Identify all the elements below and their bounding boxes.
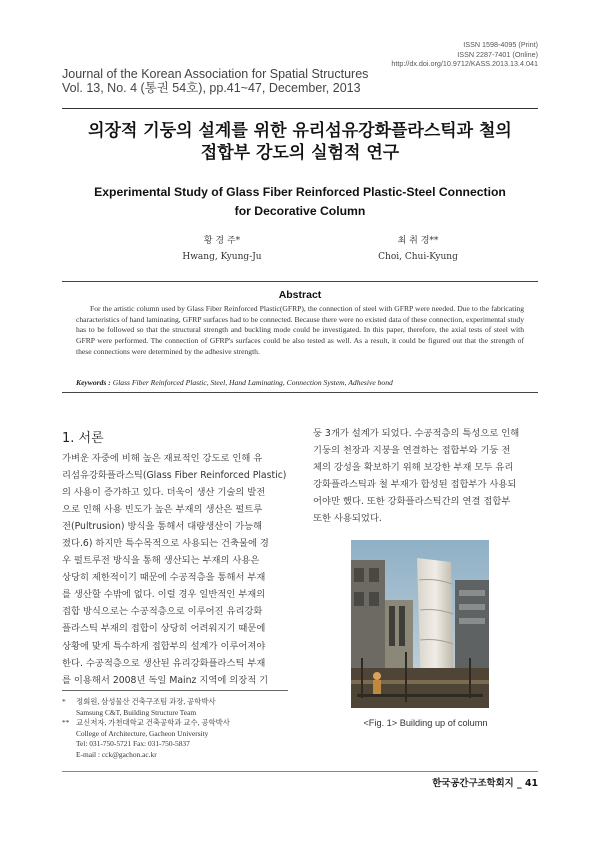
- korean-title: [62, 120, 538, 164]
- figure-1-caption: <Fig. 1> Building up of column: [363, 718, 488, 728]
- footnote-line: Samsung C&T, Building Structure Team: [76, 707, 197, 717]
- journal-info: [62, 67, 368, 95]
- page-footer: 한국공간구조학회지 _ 41: [432, 778, 538, 789]
- abstract-heading: Abstract: [278, 289, 322, 301]
- author-2-english: Choi, Chui-Kyung: [378, 252, 458, 262]
- footnote-1-mark: *: [62, 697, 66, 706]
- footnote-2: [62, 718, 288, 760]
- issn-print: ISSN 1598-4095 (Print): [463, 40, 538, 49]
- body-line: 전(Pultrusion) 방식을 통해서 대량생산이 가능해: [62, 521, 263, 533]
- body-line: 접합 방식으로는 수공적층으로 이루어진 유리강화: [62, 606, 263, 618]
- footnote-email[interactable]: E-mail : cck@gachon.ac.kr: [76, 749, 157, 759]
- body-line: 를 생산할 수밖에 없다. 이럴 경우 일반적인 부재의: [62, 589, 266, 601]
- keywords-label: Keywords :: [76, 378, 111, 387]
- english-title-line-1: Experimental Study of Glass Fiber Reinforced Plastic-Steel Connection: [94, 185, 506, 199]
- body-line: 상당히 제한적이기 때문에 수공적층을 통해서 부재: [62, 572, 266, 584]
- body-line: 강화플라스틱과 철 부재가 합성된 접합부가 사용되: [313, 479, 517, 491]
- doi-link[interactable]: http://dx.doi.org/10.9712/KASS.2013.13.4.041: [391, 59, 538, 69]
- footnote-line: 교신저자, 가천대학교 건축공학과 교수, 공학박사: [76, 718, 230, 728]
- journal-name: Journal of the Korean Association for Spatial Structures: [62, 67, 369, 81]
- author-1: [122, 233, 322, 265]
- body-line: 어야만 했다. 또한 강화플라스틱간의 연결 접합부: [313, 496, 511, 508]
- author-2: [318, 233, 518, 265]
- column-photo-illustration: [351, 540, 489, 708]
- korean-title-line-1: 의장적 기둥의 설계를 위한 유리섬유강화플라스틱과 철의: [88, 121, 512, 141]
- footnote-line: 정회원, 삼성물산 건축구조팀 과장, 공학박사: [76, 697, 216, 706]
- footnote-line: Tel: 031-750-5721 Fax: 031-750-5837: [76, 739, 190, 749]
- body-left-column: [62, 450, 288, 689]
- volume-line: Vol. 13, No. 4 (통권 54호), pp.41~47, December, 2013: [62, 81, 361, 95]
- footnote-2-mark: **: [62, 718, 70, 728]
- issn-block: [391, 40, 538, 69]
- body-line: 리섬유강화플라스틱(Glass Fiber Reinforced Plastic): [62, 470, 287, 482]
- korean-title-line-2: 접합부 강도의 실험적 연구: [200, 143, 400, 163]
- keywords: [76, 378, 393, 387]
- body-line: 상황에 맞게 특수하게 접합부의 설계가 이루어져야: [62, 640, 266, 652]
- footnote-line: College of Architecture, Gacheon University: [76, 728, 209, 738]
- body-line: 체의 강성을 확보하기 위해 보강한 부재 모두 유리: [313, 462, 514, 474]
- body-line: 플라스틱 부재의 접합이 상당히 어려워지기 때문에: [62, 623, 266, 635]
- author-2-korean: 최 취 경**: [397, 236, 439, 246]
- body-line: 한다. 수공적층으로 생산된 유리강화플라스틱 부재: [62, 657, 266, 669]
- body-line: 우 펄트루전 방식을 통해 생산되는 부재의 사용은: [62, 555, 260, 567]
- issn-online: ISSN 2287-7401 (Online): [457, 49, 538, 59]
- english-title: [62, 183, 538, 221]
- author-1-korean: 황 경 주*: [203, 236, 241, 246]
- abstract-text: For the artistic column used by Glass Fiber Reinforced Plastic(GFRP), the connection of steel with GFRP were needed. Due to the fabricating characteristics of hand laminating, GFRP surfaces had to be connected. Because there were no existed data of these connection, experimental study has to be followed so that the structural strength and buckling mode could be investigated. In this paper, therefore, the axial tests of steel with GFRP were performed. The connection of GFRP's surfaces could be also tested as well. As a result, it could be figured out that the strength of these connections were determined by the adhesive strength.: [76, 304, 524, 356]
- abstract-box: [62, 281, 538, 393]
- body-line: 졌다.6) 하지만 특수목적으로 사용되는 건축물에 경: [62, 538, 269, 550]
- body-line: 의 사용이 증가하고 있다. 더욱이 생산 기술의 발전: [62, 487, 266, 499]
- section-heading: 1. 서론: [62, 431, 104, 446]
- body-line: 기둥의 천장과 지붕을 연결하는 접합부와 기둥 전: [313, 445, 511, 457]
- footnote-1: [62, 697, 288, 718]
- figure-1-photo: [351, 540, 489, 708]
- body-line: 를 이용해서 2008년 독일 Mainz 지역에 의장적 기: [62, 674, 269, 686]
- keywords-text: Glass Fiber Reinforced Plastic, Steel, Hand Laminating, Connection System, Adhesive bond: [110, 378, 393, 387]
- footer-rule: [62, 771, 538, 772]
- header-rule: [62, 108, 538, 109]
- footnotes: [62, 690, 288, 761]
- body-right-column: [313, 425, 538, 527]
- body-line: 가벼운 자중에 비해 높은 재료적인 강도로 인해 유: [62, 453, 263, 464]
- body-line: 또한 사용되었다.: [313, 513, 382, 525]
- english-title-line-2: for Decorative Column: [234, 204, 366, 218]
- body-line: 으로 인해 사용 빈도가 높은 부재의 생산은 펄트루: [62, 504, 263, 516]
- author-1-english: Hwang, Kyung-Ju: [182, 252, 262, 262]
- body-line: 둥 3개가 설계가 되었다. 수공적층의 특성으로 인해: [313, 428, 520, 439]
